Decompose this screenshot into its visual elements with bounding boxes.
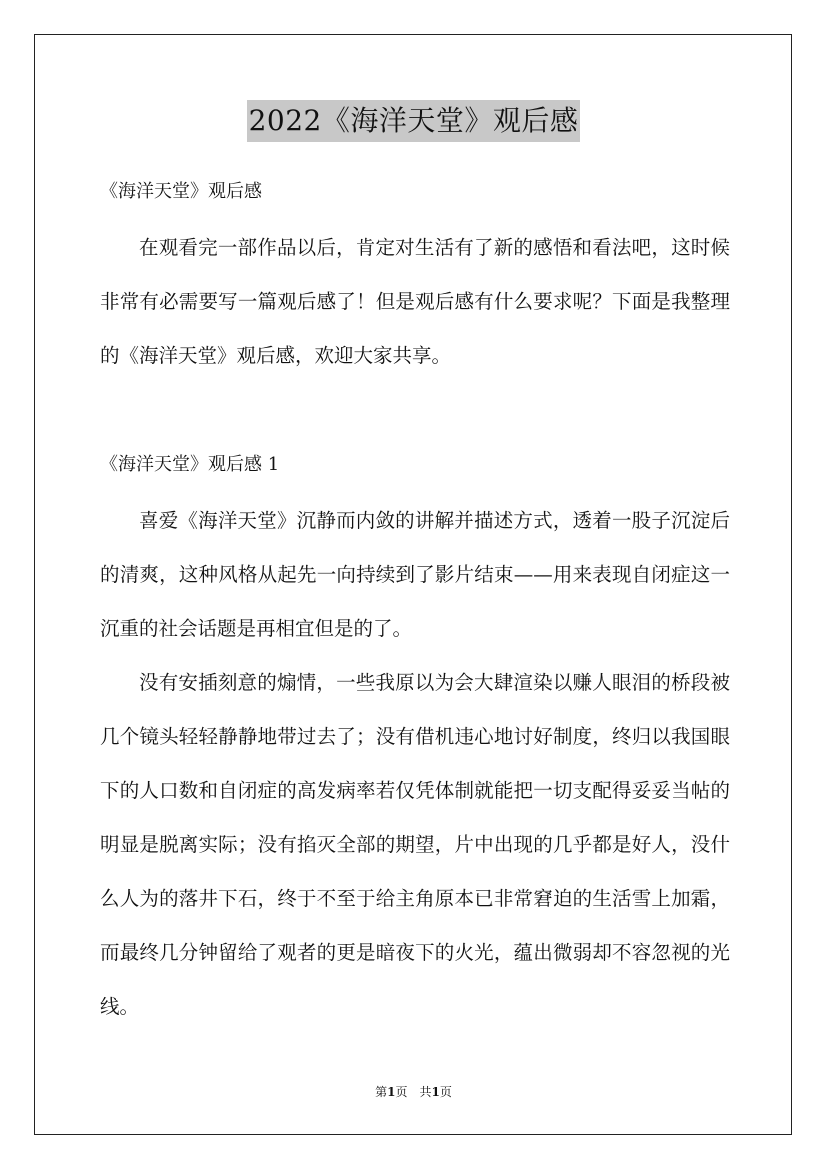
document-title: 2022《海洋天堂》观后感 [247,100,581,142]
footer-page-total: 1 [431,1085,440,1099]
title-wrap [0,100,827,142]
intro-block [100,221,730,383]
section1-block [100,494,730,1034]
footer-page-current: 1 [387,1085,396,1099]
footer-page-suffix: 页 [439,1085,452,1099]
footer-page-mid: 页 共 [395,1085,432,1099]
intro-paragraph: 在观看完一部作品以后，肯定对生活有了新的感悟和看法吧，这时候非常有必需要写一篇观后感了！但是观后感有什么要求呢？下面是我整理的《海洋天堂》观后感，欢迎大家共享。 [100,236,730,367]
page-footer [0,1083,827,1101]
section1-heading: 《海洋天堂》观后感 1 [100,454,280,475]
section1-paragraph-2: 没有安插刻意的煽情，一些我原以为会大肆渲染以赚人眼泪的桥段被几个镜头轻轻静静地带过去了；没有借机违心地讨好制度，终归以我国眼下的人口数和自闭症的高发病率若仅凭体制就能把一切支配得妥妥当帖的明显是脱离实际；没有掐灭全部的期望，片中出现的几乎都是好人，没什么人为的落井下石，终于不至于给主角原本已非常窘迫的生活雪上加霜，而最终几分钟留给了观者的更是暗夜下的火光，蕴出微弱却不容忽视的光线。 [100,671,730,1018]
section1-paragraph-1: 喜爱《海洋天堂》沉静而内敛的讲解并描述方式，透着一股子沉淀后的清爽，这种风格从起先一向持续到了影片结束——用来表现自闭症这一沉重的社会话题是再相宜但是的了。 [100,509,730,640]
document-subtitle: 《海洋天堂》观后感 [100,181,262,202]
footer-page-prefix: 第 [375,1085,388,1099]
